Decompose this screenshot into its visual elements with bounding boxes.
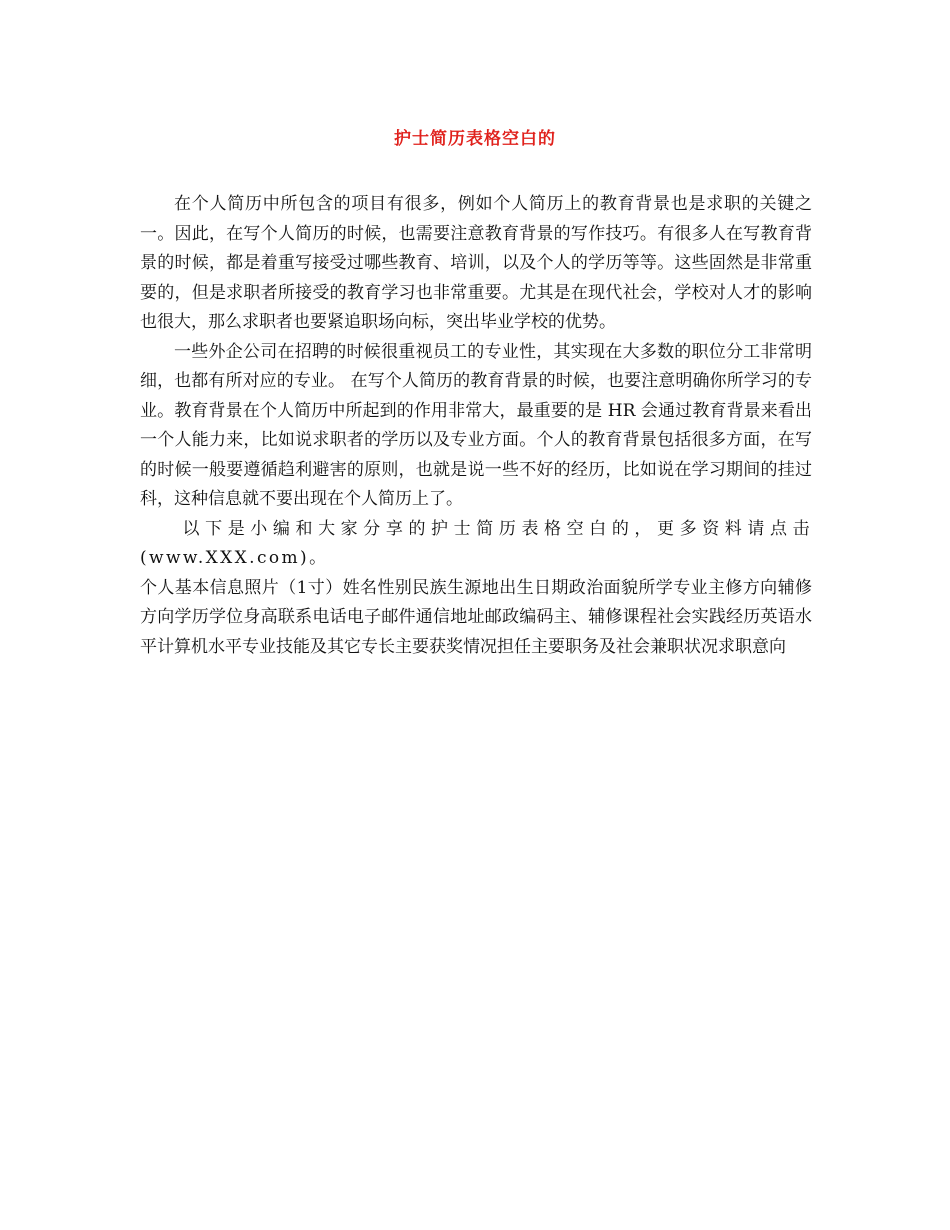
paragraph-education-background: 在个人简历中所包含的项目有很多，例如个人简历上的教育背景也是求职的关键之一。因此，在写个人简历的时候，也需要注意教育背景的写作技巧。有很多人在写教育背景的时候，都是着重写接受过哪些教育、培训，以及个人的学历等等。这些固然是非常重要的，但是求职者所接受的教育学习也非常重要。尤其是在现代社会，学校对人才的影响也很大，那么求职者也要紧追职场向标，突出毕业学校的优势。 (140, 194, 812, 332)
document-body (140, 190, 812, 662)
paragraph-form-fields: 个人基本信息照片（1寸）姓名性别民族生源地出生日期政治面貌所学专业主修方向辅修方向学历学位身高联系电话电子邮件通信地址邮政编码主、辅修课程社会实践经历英语水平计算机水平专业技能及其它专长主要获奖情况担任主要职务及社会兼职状况求职意向 (140, 577, 812, 657)
paragraph-share-link: 以下是小编和大家分享的护士简历表格空白的，更多资料请点击(www.XXX.com)。 (140, 518, 812, 568)
paragraph-major-importance: 一些外企公司在招聘的时候很重视员工的专业性，其实现在大多数的职位分工非常明细，也都有所对应的专业。 在写个人简历的教育背景的时候，也要注意明确你所学习的专业。教育背景在个人简历中所起到的作用非常大，最重要的是 HR 会通过教育背景来看出一个人能力来，比如说求职者的学历以及专业方面。个人的教育背景包括很多方面，在写的时候一般要遵循趋利避害的原则，也就是说一些不好的经历，比如说在学习期间的挂过科，这种信息就不要出现在个人简历上了。 (140, 341, 812, 509)
document-title: 护士简历表格空白的 (394, 129, 556, 149)
